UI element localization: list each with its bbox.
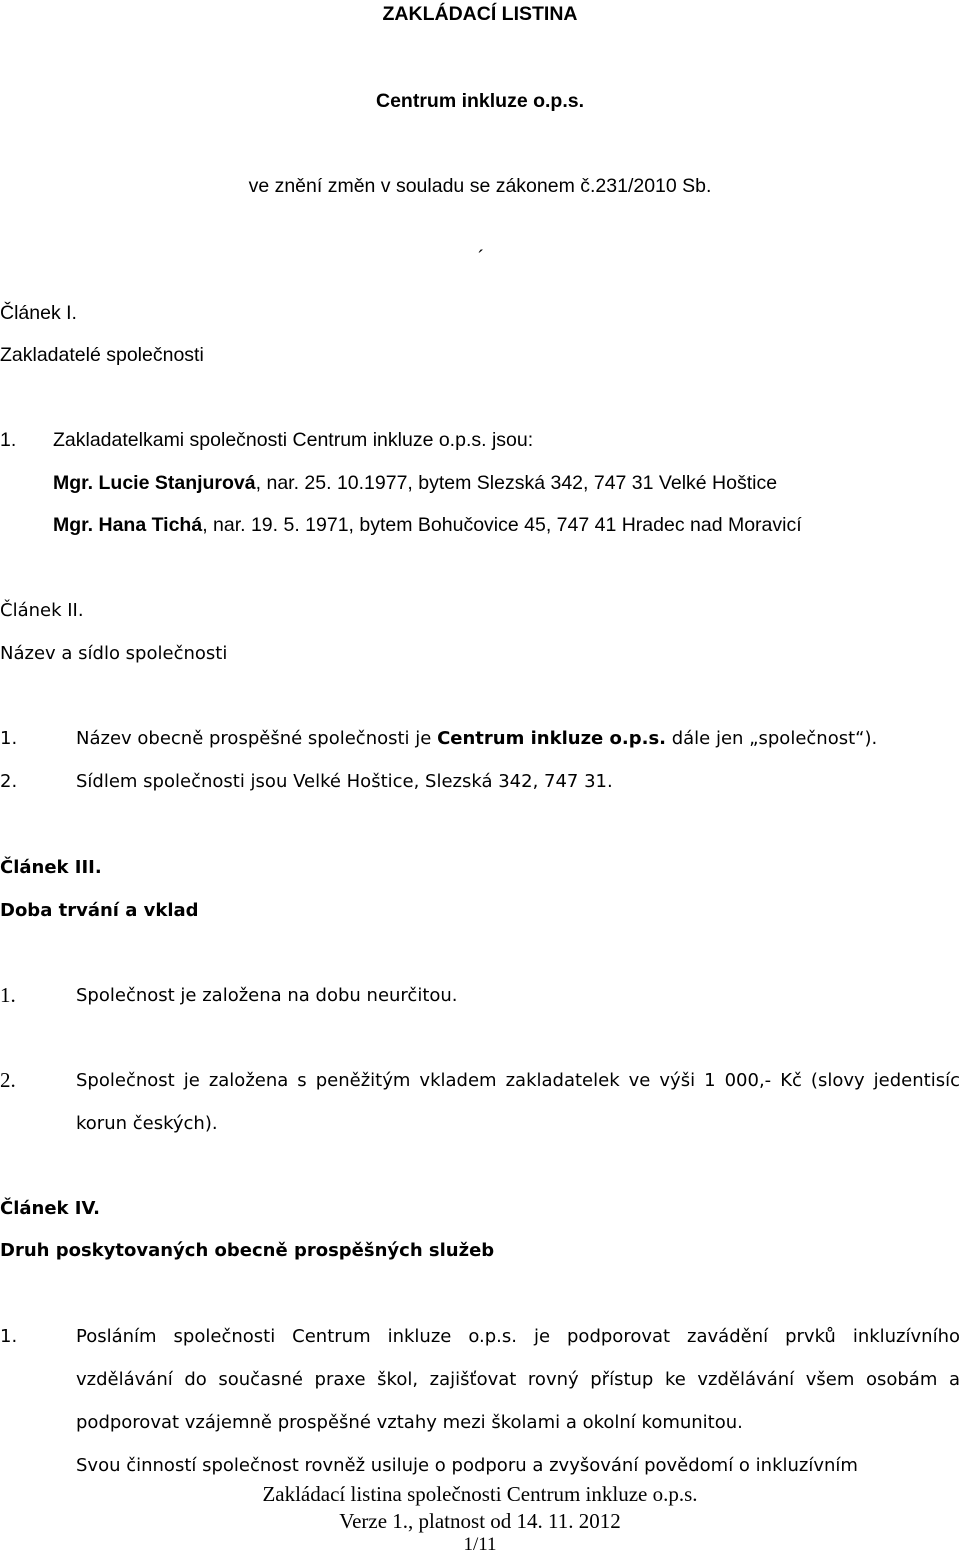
founder-2 [53, 513, 802, 537]
article-4-item-1-line-2: vzdělávání do současné praxe škol, zajišťovat rovný přístup ke vzdělávání všem osobám a [76, 1369, 960, 1390]
article-3-item-1-text: Společnost je založena na dobu neurčitou. [76, 985, 458, 1006]
founder-1-name: Mgr. Lucie Stanjurová [53, 472, 256, 494]
article-3-subheading: Doba trvání a vklad [0, 900, 199, 921]
article-2-item-2-number: 2. [0, 771, 18, 792]
article-4-heading: Článek IV. [0, 1198, 100, 1219]
article-3-heading: Článek III. [0, 857, 102, 878]
article-4-item-1-line-1: Posláním společnosti Centrum inkluze o.p.s. je podporovat zavádění prvků inkluzívního [76, 1326, 960, 1347]
organization-name: Centrum inkluze o.p.s. [375, 90, 585, 112]
article-4-item-1-line-3: podporovat vzájemně prospěšné vztahy mezi školami a okolní komunitou. [76, 1412, 743, 1433]
article-1-item-1-text: Zakladatelkami společnosti Centrum inkluze o.p.s. jsou: [53, 429, 534, 451]
footer-version: Verze 1., platnost od 14. 11. 2012 [339, 1509, 621, 1533]
stray-mark: ´ [478, 247, 485, 269]
article-2-heading: Článek II. [0, 600, 84, 621]
organization-name-inline: Centrum inkluze o.p.s. [437, 728, 666, 749]
article-3-item-1-number: 1. [0, 983, 16, 1007]
article-3-item-2-line-2: korun českých). [76, 1113, 218, 1134]
document-title: ZAKLÁDACÍ LISTINA [382, 3, 578, 25]
founder-1-details: , nar. 25. 10.1977, bytem Slezská 342, 747 31 Velké Hoštice [255, 472, 778, 494]
footer-document-name: Zakládací listina společnosti Centrum inkluze o.p.s. [262, 1482, 698, 1506]
article-2-item-1-text [76, 727, 877, 751]
founder-2-name: Mgr. Hana Tichá [53, 514, 203, 536]
article-1-heading: Článek I. [0, 302, 77, 324]
article-3-item-2-number: 2. [0, 1068, 16, 1092]
article-1-subheading: Zakladatelé společnosti [0, 344, 204, 366]
page-number: 1/11 [463, 1534, 497, 1555]
article-2-item-1-pre: Název obecně prospěšné společnosti je [76, 728, 438, 749]
article-2-item-1-number: 1. [0, 728, 18, 749]
document-subtitle: ve znění změn v souladu se zákonem č.231/2010 Sb. [248, 175, 712, 197]
article-4-item-1-number: 1. [0, 1326, 18, 1347]
article-2-subheading: Název a sídlo společnosti [0, 643, 228, 664]
article-1-item-1-number: 1. [0, 429, 17, 451]
article-3-item-2-line-1: Společnost je založena s peněžitým vkladem zakladatelek ve výši 1 000,- Kč (slovy jedentisíc [76, 1070, 960, 1091]
article-4-item-1-line-4: Svou činností společnost rovněž usiluje o podporu a zvyšování povědomí o inkluzívním [76, 1455, 858, 1476]
article-4-subheading: Druh poskytovaných obecně prospěšných služeb [0, 1240, 495, 1261]
founder-1 [53, 471, 777, 495]
article-2-item-1-post: dále jen „společnost“). [666, 728, 878, 749]
founder-2-details: , nar. 19. 5. 1971, bytem Bohučovice 45, 747 41 Hradec nad Moravicí [202, 514, 802, 536]
article-2-item-2-text: Sídlem společnosti jsou Velké Hoštice, Slezská 342, 747 31. [76, 771, 613, 792]
